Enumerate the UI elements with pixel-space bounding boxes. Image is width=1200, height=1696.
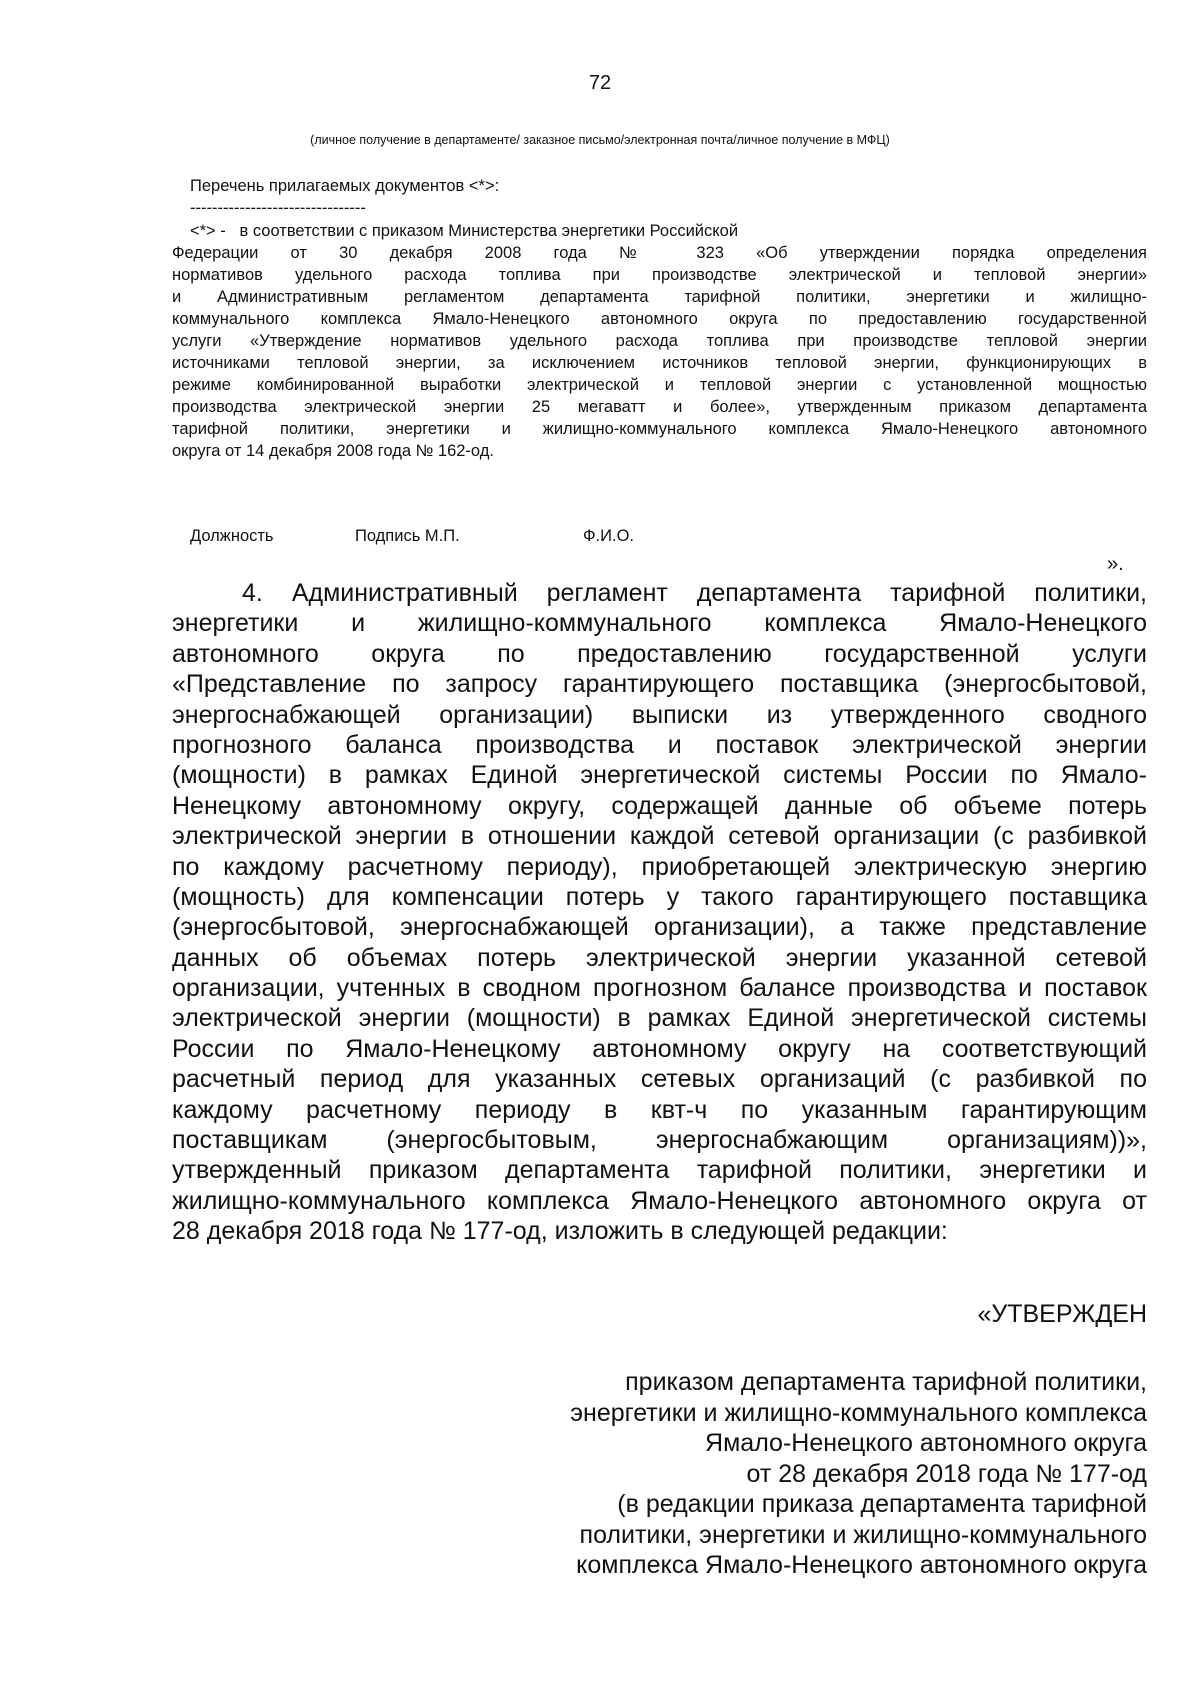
approved-line: приказом департамента тарифной политики, bbox=[625, 1368, 1147, 1396]
main-line: (энергосбытовой, энергоснабжающей организации), а также представление bbox=[172, 913, 1147, 942]
page-number: 72 bbox=[588, 72, 612, 94]
main-line: прогнозного баланса производства и поставок электрической энергии bbox=[172, 730, 1147, 759]
main-line: по каждому расчетному периоду), приобретающей электрическую энергию bbox=[172, 852, 1147, 881]
footnote-line: коммунального комплекса Ямало-Ненецкого автономного округа по предоставлению государственной bbox=[172, 310, 1147, 328]
main-line: каждому расчетному периоду в квт-ч по указанным гарантирующим bbox=[172, 1095, 1147, 1124]
signature-position-label: Должность bbox=[190, 527, 274, 545]
footnote-line: нормативов удельного расхода топлива при производстве электрической и тепловой энергии» bbox=[172, 266, 1147, 284]
main-line: организации, учтенных в сводном прогнозном балансе производства и поставок bbox=[172, 974, 1147, 1003]
approved-line: от 28 декабря 2018 года № 177-од bbox=[746, 1459, 1147, 1488]
footnote-line: услуги «Утверждение нормативов удельного расхода топлива при производстве тепловой энергии bbox=[172, 332, 1147, 350]
delivery-options: (личное получение в департаменте/ заказное письмо/электронная почта/личное получение в МФЦ) bbox=[310, 133, 890, 147]
main-line: электрической энергии в отношении каждой сетевой организации (с разбивкой bbox=[172, 822, 1147, 851]
main-line: «Представление по запросу гарантирующего поставщика (энергосбытовой, bbox=[172, 670, 1147, 699]
documents-label: Перечень прилагаемых документов <*>: bbox=[190, 177, 500, 195]
main-line: 4. Административный регламент департамента тарифной политики, bbox=[242, 579, 1147, 607]
footnote-line: режиме комбинированной выработки электрической и тепловой энергии с установленной мощностью bbox=[172, 376, 1147, 394]
approved-line: Ямало-Ненецкого автономного округа bbox=[705, 1429, 1147, 1457]
main-line: энергоснабжающей организации) выписки из утвержденного сводного bbox=[172, 700, 1147, 729]
main-line: Ненецкому автономному округу, содержащей данные об объеме потерь bbox=[172, 791, 1147, 820]
approved-line: энергетики и жилищно-коммунального комплекса bbox=[570, 1398, 1147, 1427]
footnote-line: производства электрической энергии 25 мегаватт и более», утвержденным приказом департамента bbox=[172, 398, 1147, 416]
main-line: (мощность) для компенсации потерь у такого гарантирующего поставщика bbox=[172, 882, 1147, 911]
approved-line: политики, энергетики и жилищно-коммунального bbox=[579, 1520, 1147, 1549]
footnote-text bbox=[172, 242, 1147, 462]
footnote-line: Федерации от 30 декабря 2008 года № 323 «Об утверждении порядка определения bbox=[172, 244, 1147, 262]
main-line: (мощности) в рамках Единой энергетической системы России по Ямало- bbox=[172, 761, 1147, 790]
signature-sign-label: Подпись М.П. bbox=[355, 527, 460, 545]
main-line: энергетики и жилищно-коммунального комплекса Ямало-Ненецкого bbox=[172, 609, 1147, 638]
footnote-line: тарифной политики, энергетики и жилищно-коммунального комплекса Ямало-Ненецкого автономного bbox=[172, 420, 1147, 438]
main-line: поставщикам (энергосбытовым, энергоснабжающим организациям))», bbox=[172, 1126, 1147, 1155]
dash-separator: -------------------------------- bbox=[190, 199, 366, 217]
footnote-marker-line: <*> - в соответствии с приказом Министерства энергетики Российской bbox=[190, 222, 739, 240]
main-line: данных об объемах потерь электрической энергии указанной сетевой bbox=[172, 943, 1147, 972]
approved-title: «УТВЕРЖДЕН bbox=[977, 1300, 1147, 1328]
closing-quote: ». bbox=[1107, 553, 1124, 575]
approved-line: комплекса Ямало-Ненецкого автономного округа bbox=[576, 1551, 1147, 1579]
signature-name-label: Ф.И.О. bbox=[583, 527, 634, 545]
main-line: 28 декабря 2018 года № 177-од, изложить в следующей редакции: bbox=[172, 1217, 948, 1246]
main-line: автономного округа по предоставлению государственной услуги bbox=[172, 639, 1147, 668]
main-line: электрической энергии (мощности) в рамках Единой энергетической системы bbox=[172, 1004, 1147, 1033]
footnote-line: источниками тепловой энергии, за исключением источников тепловой энергии, функционирующих в bbox=[172, 354, 1147, 372]
footnote-line: округа от 14 декабря 2008 года № 162-од. bbox=[172, 442, 494, 460]
approved-block bbox=[507, 1367, 1147, 1581]
main-line: жилищно-коммунального комплекса Ямало-Ненецкого автономного округа от bbox=[172, 1186, 1147, 1215]
footnote-line: и Административным регламентом департамента тарифной политики, энергетики и жилищно- bbox=[172, 288, 1147, 306]
approved-line: (в редакции приказа департамента тарифной bbox=[617, 1490, 1147, 1518]
main-line: утвержденный приказом департамента тарифной политики, энергетики и bbox=[172, 1156, 1147, 1185]
main-paragraph bbox=[172, 578, 1147, 1247]
main-line: России по Ямало-Ненецкому автономному округу на соответствующий bbox=[172, 1034, 1147, 1063]
main-line: расчетный период для указанных сетевых организаций (с разбивкой по bbox=[172, 1065, 1147, 1094]
